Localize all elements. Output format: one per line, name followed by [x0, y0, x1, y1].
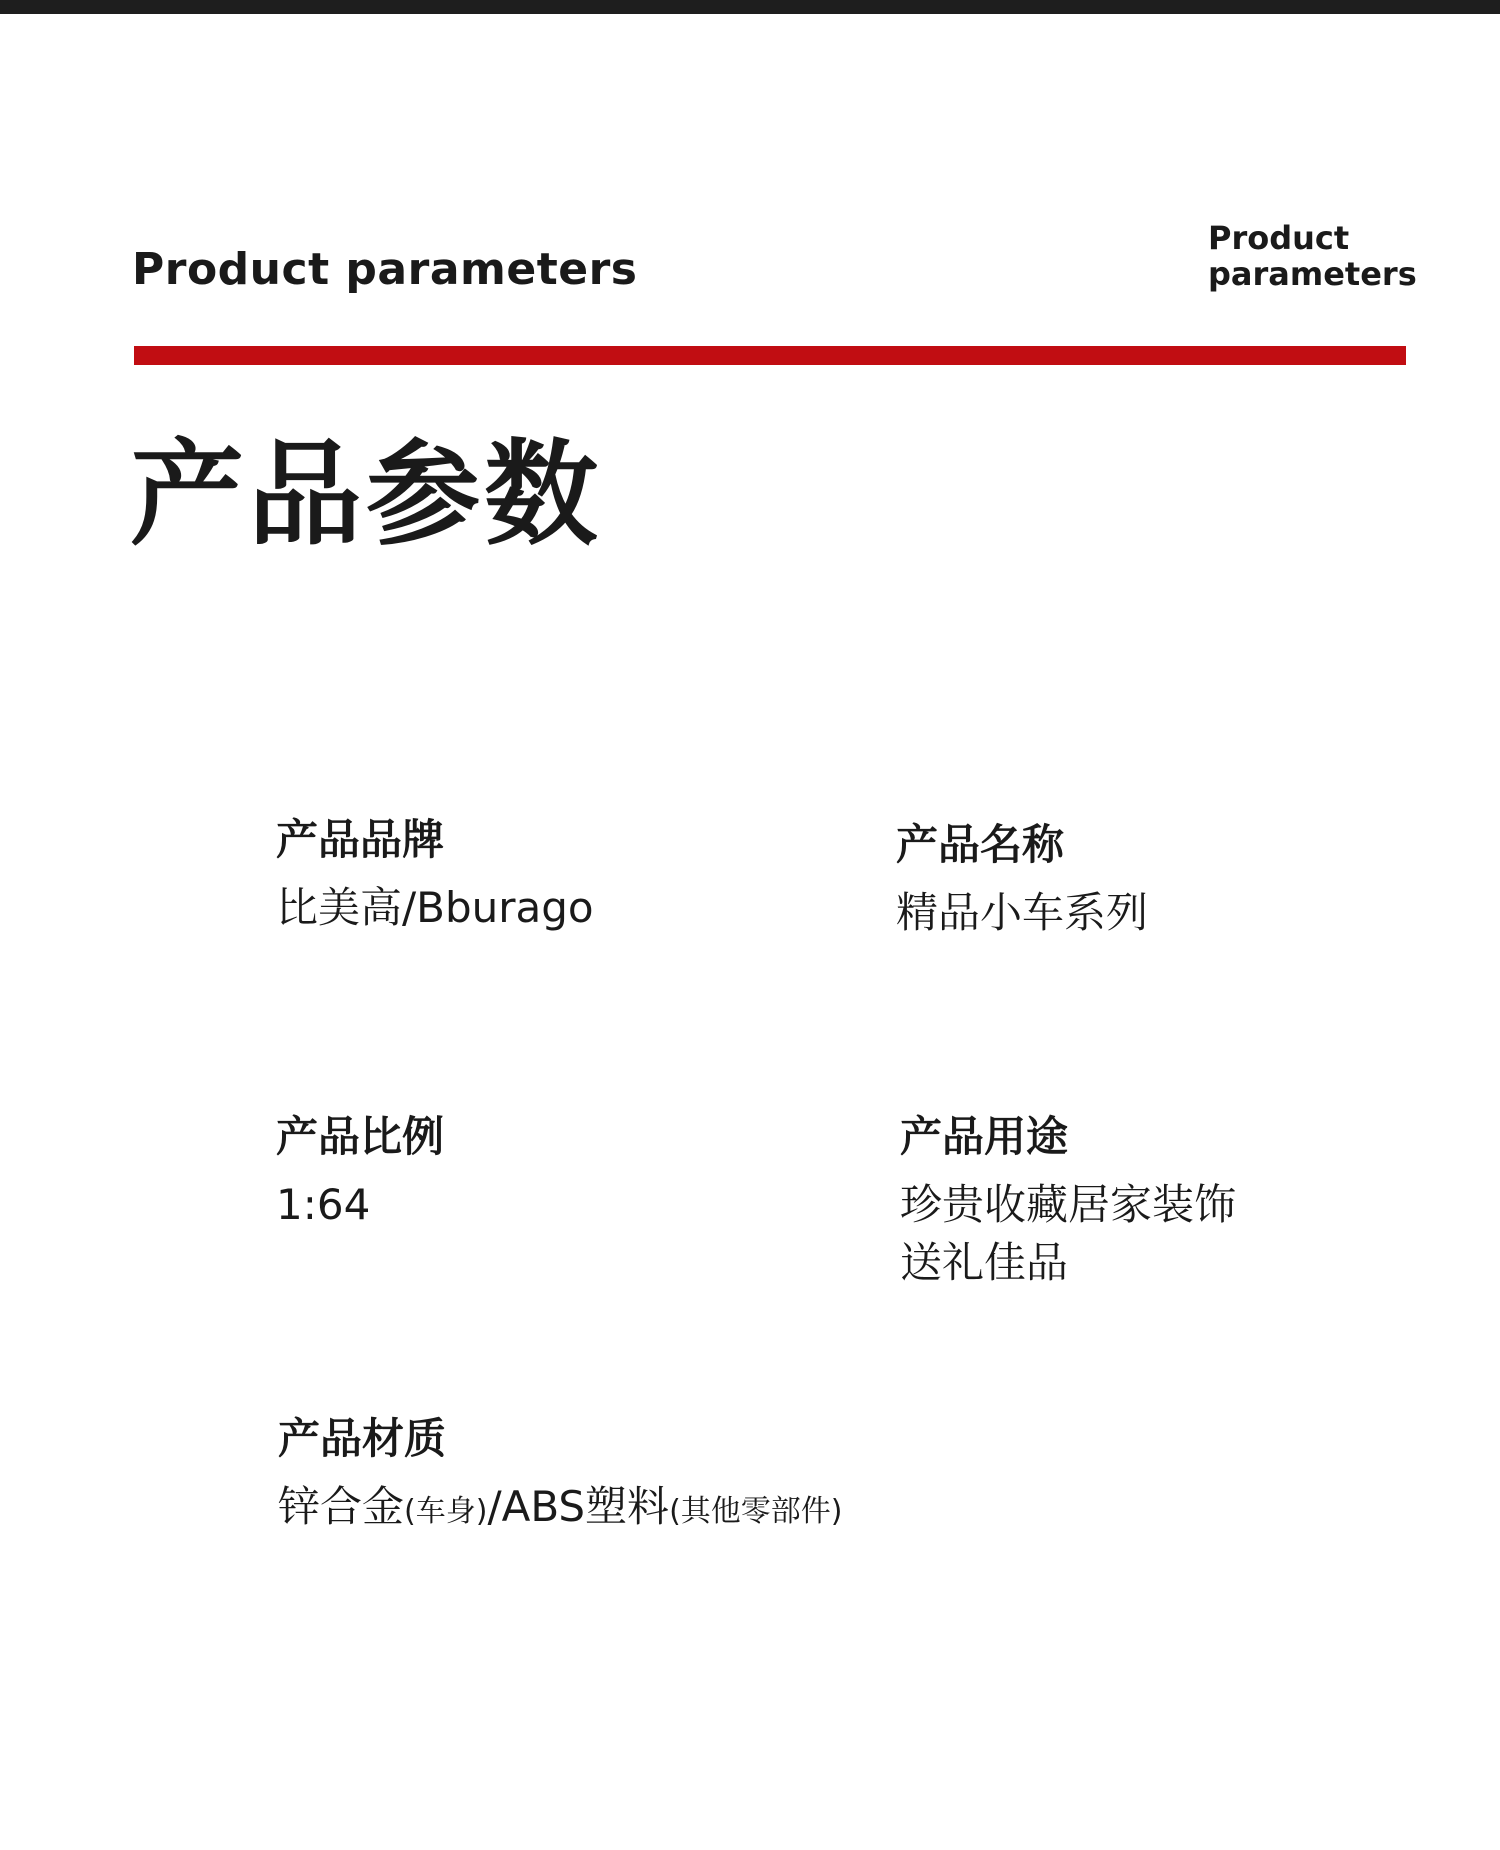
page-title-cn: 产品参数 — [130, 428, 603, 561]
header-title-en: Product parameters — [132, 244, 638, 295]
header-title-en-small-line2: parameters — [1208, 255, 1417, 293]
param-name-value: 精品小车系列 — [896, 888, 1149, 937]
param-name — [896, 820, 1148, 942]
param-name-label: 产品名称 — [896, 820, 1065, 869]
top-strip — [0, 0, 1500, 14]
param-material-label: 产品材质 — [278, 1414, 447, 1463]
param-use — [900, 1112, 1236, 1292]
red-divider — [134, 346, 1406, 365]
param-material-value — [278, 1478, 842, 1541]
header-title-en-small-line1: Product — [1208, 219, 1350, 257]
header-title-en-small — [1208, 220, 1448, 292]
param-use-value-line2: 送礼佳品 — [900, 1238, 1069, 1287]
param-material-value-part2: (车身) — [404, 1494, 488, 1529]
param-material — [278, 1414, 842, 1541]
param-material-value-part1: 锌合金 — [278, 1482, 405, 1531]
param-material-value-part4: (其他零部件) — [669, 1494, 843, 1529]
param-brand-label: 产品品牌 — [276, 815, 445, 864]
param-scale-label: 产品比例 — [276, 1112, 445, 1161]
param-use-label: 产品用途 — [900, 1112, 1069, 1161]
param-material-value-part3: /ABS塑料 — [487, 1482, 670, 1531]
param-use-value-line1: 珍贵收藏居家装饰 — [900, 1180, 1237, 1229]
param-scale — [276, 1112, 444, 1234]
param-brand-value: 比美高/Bburago — [276, 883, 594, 932]
param-scale-value: 1:64 — [276, 1180, 371, 1229]
param-brand — [276, 815, 594, 937]
